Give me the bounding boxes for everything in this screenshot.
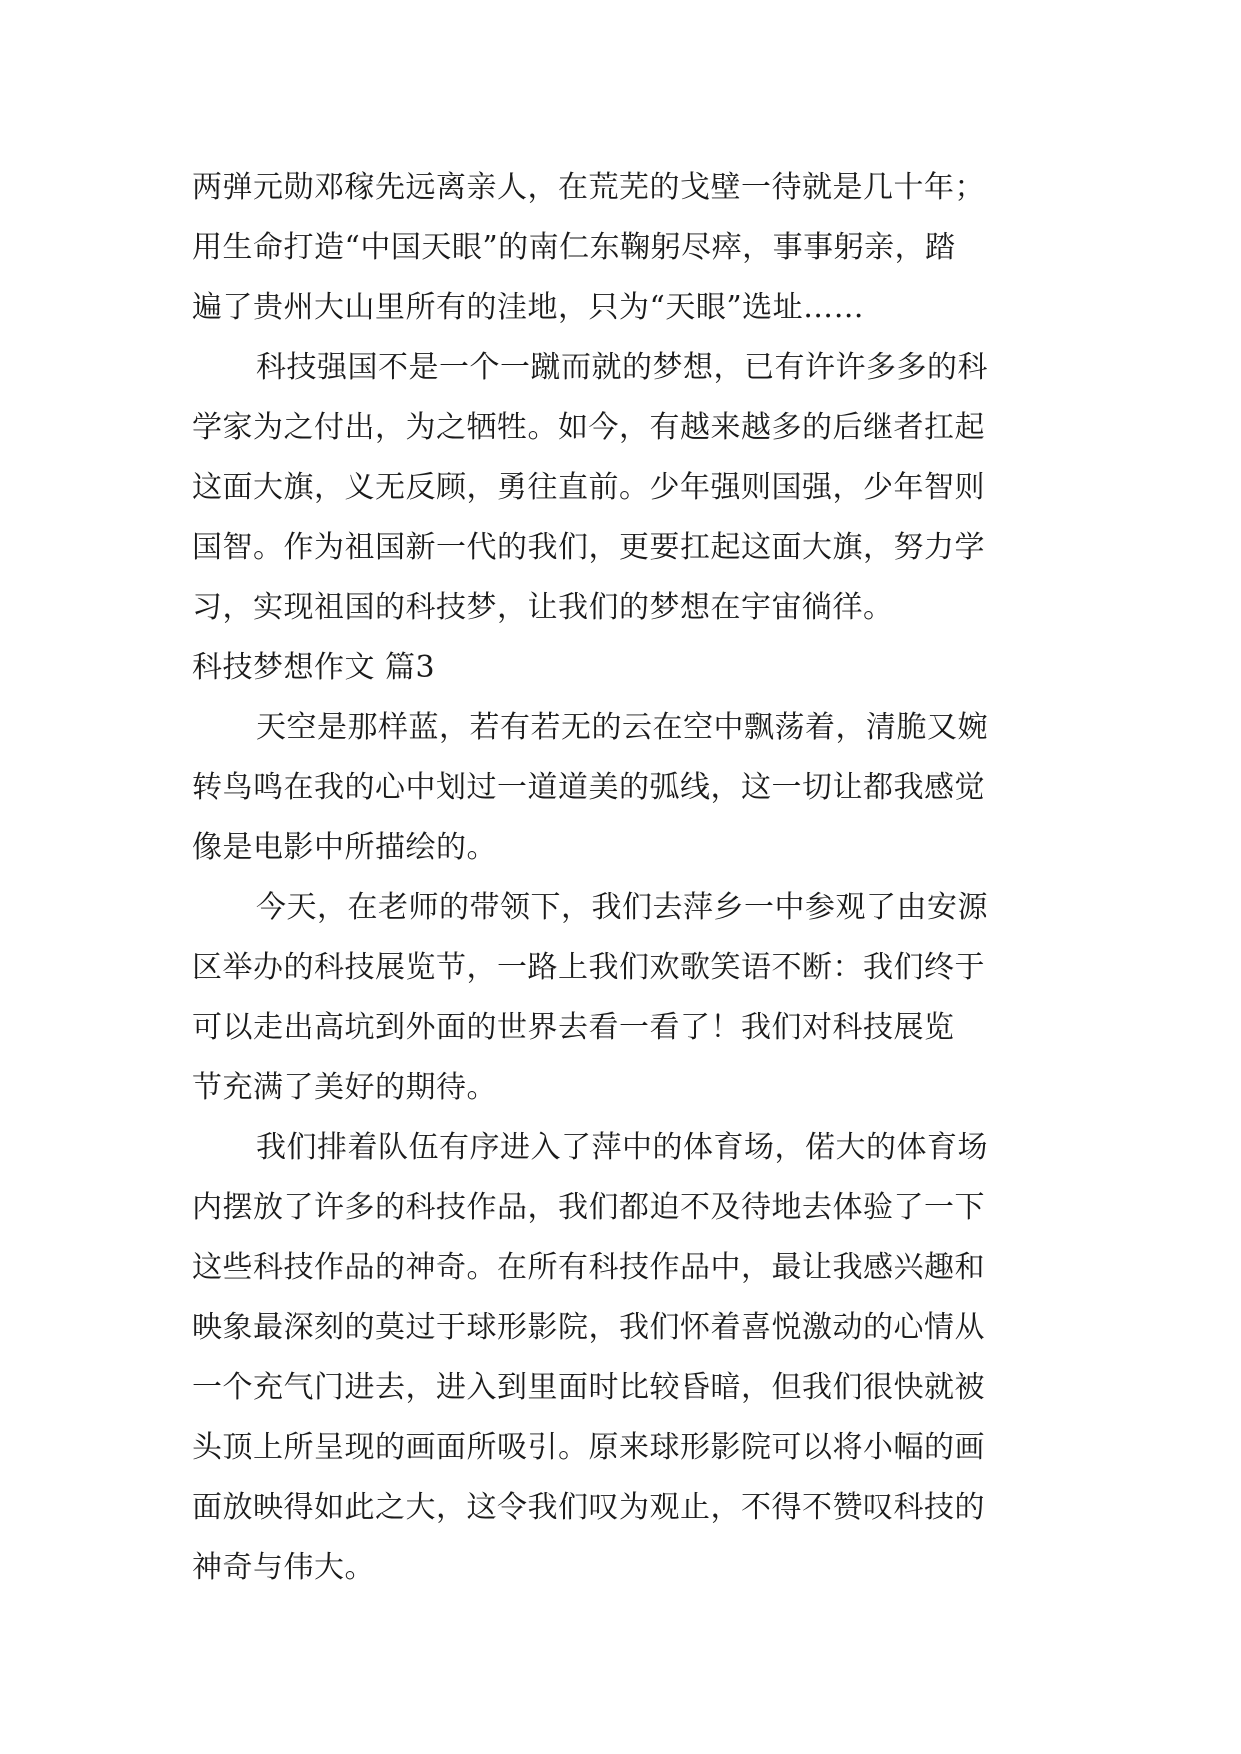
heading-line: 科技梦想作文 篇3 (192, 650, 436, 685)
section-heading (192, 638, 1054, 698)
text-line: 学家为之付出，为之牺牲。如今，有越来越多的后继者扛起 (192, 410, 985, 445)
text-line: 面放映得如此之大，这令我们叹为观止，不得不赞叹科技的 (192, 1490, 985, 1525)
text-line: 遍了贵州大山里所有的洼地，只为“天眼”选址…… (192, 290, 865, 325)
text-line: 这些科技作品的神奇。在所有科技作品中，最让我感兴趣和 (192, 1250, 985, 1285)
paragraph (192, 338, 1054, 638)
text-line: 映象最深刻的莫过于球形影院，我们怀着喜悦激动的心情从 (192, 1310, 985, 1345)
text-line: 国智。作为祖国新一代的我们，更要扛起这面大旗，努力学 (192, 530, 985, 565)
text-line: 我们排着队伍有序进入了萍中的体育场，偌大的体育场 (256, 1130, 988, 1165)
text-line: 习，实现祖国的科技梦，让我们的梦想在宇宙徜徉。 (192, 590, 894, 625)
text-line: 用生命打造“中国天眼”的南仁东鞠躬尽瘁，事事躬亲，踏 (192, 230, 956, 265)
text-line: 头顶上所呈现的画面所吸引。原来球形影院可以将小幅的画 (192, 1430, 985, 1465)
text-line: 科技强国不是一个一蹴而就的梦想，已有许许多多的科 (256, 350, 988, 385)
paragraph (192, 1118, 1054, 1598)
text-line: 这面大旗，义无反顾，勇往直前。少年强则国强，少年智则 (192, 470, 985, 505)
paragraph (192, 158, 1054, 338)
text-line: 天空是那样蓝，若有若无的云在空中飘荡着，清脆又婉 (256, 710, 988, 745)
text-line: 神奇与伟大。 (192, 1550, 375, 1585)
text-line: 转鸟鸣在我的心中划过一道道美的弧线，这一切让都我感觉 (192, 770, 985, 805)
text-line: 区举办的科技展览节，一路上我们欢歌笑语不断：我们终于 (192, 950, 985, 985)
text-line: 内摆放了许多的科技作品，我们都迫不及待地去体验了一下 (192, 1190, 985, 1225)
paragraph (192, 878, 1054, 1118)
text-line: 像是电影中所描绘的。 (192, 830, 497, 865)
paragraph (192, 698, 1054, 878)
text-line: 可以走出高坑到外面的世界去看一看了！我们对科技展览 (192, 1010, 955, 1045)
text-line: 两弹元勋邓稼先远离亲人，在荒芜的戈壁一待就是几十年； (192, 170, 985, 205)
text-line: 节充满了美好的期待。 (192, 1070, 497, 1105)
text-line: 今天，在老师的带领下，我们去萍乡一中参观了由安源 (256, 890, 988, 925)
text-line: 一个充气门进去，进入到里面时比较昏暗，但我们很快就被 (192, 1370, 985, 1405)
document-page (192, 158, 1054, 1598)
